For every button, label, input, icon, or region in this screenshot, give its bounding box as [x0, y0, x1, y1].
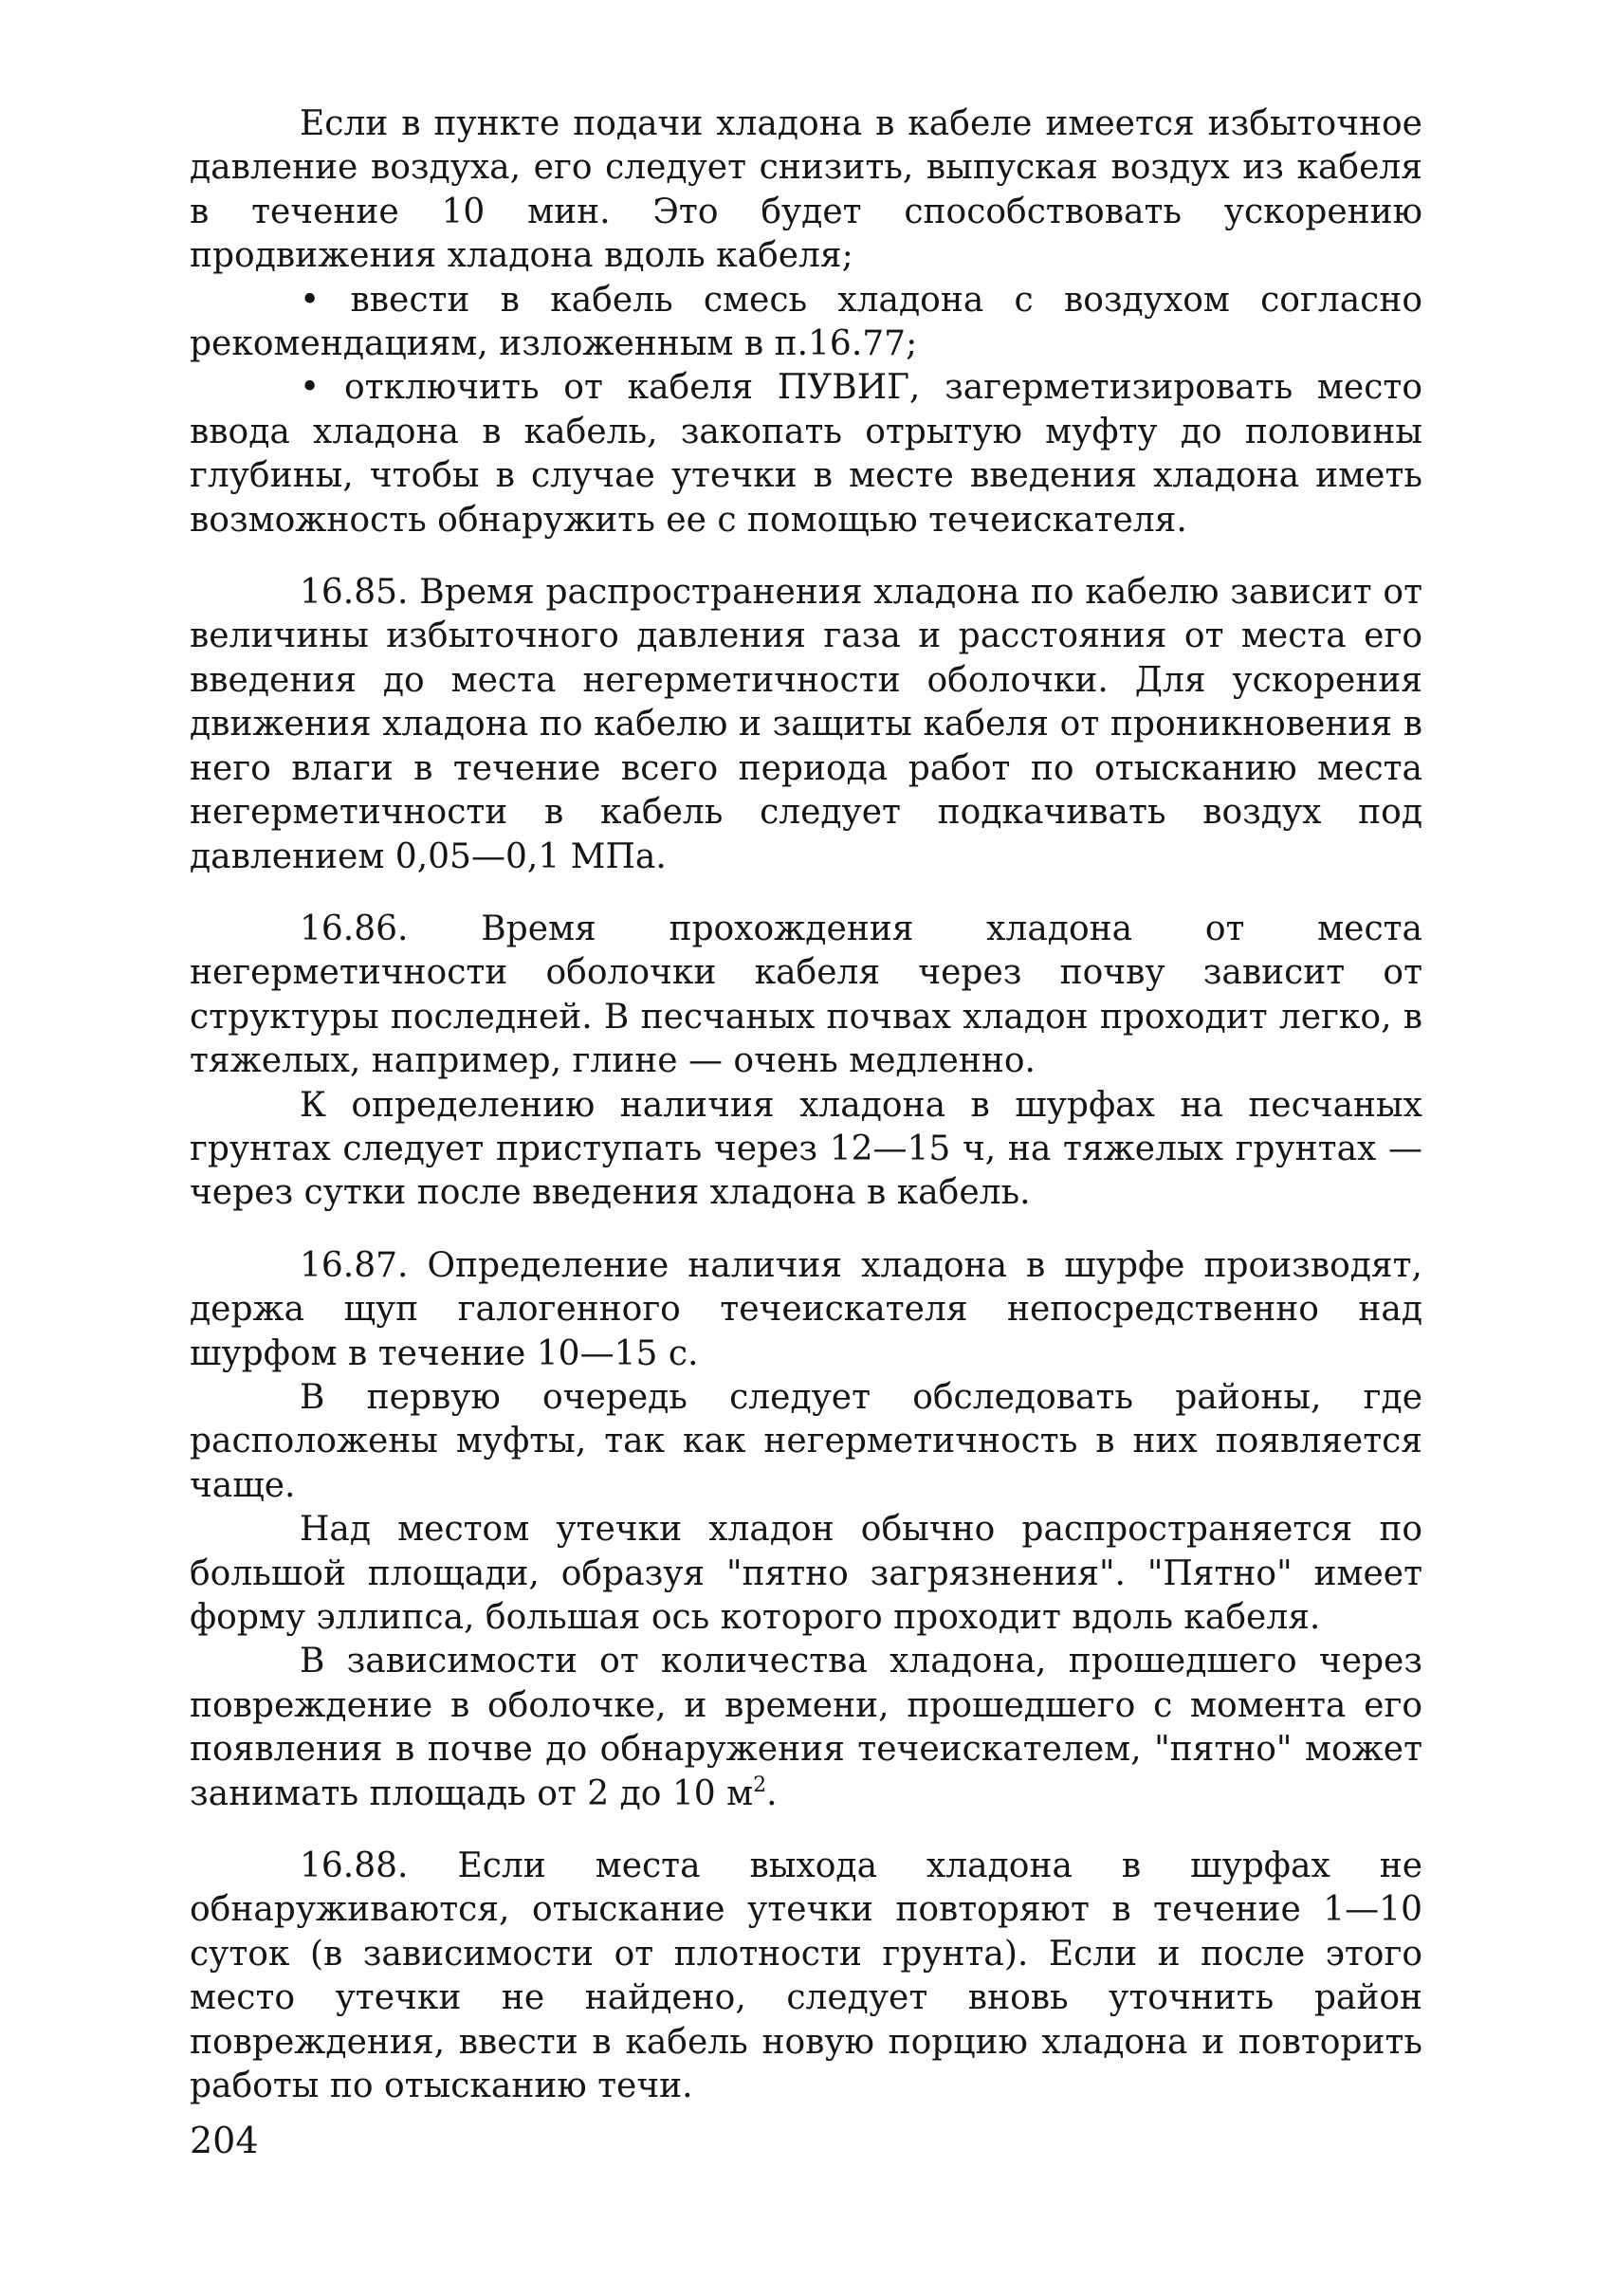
- paragraph-spot-area: [190, 1640, 1422, 1816]
- superscript-squared: 2: [753, 1773, 767, 1797]
- page-number: 204: [190, 2120, 259, 2161]
- bullet-item-introduce-mixture: • ввести в кабель смесь хладона с воздухом согласно рекомендациям, изложенным в п.16.77;: [190, 280, 1422, 364]
- bullet-item-disconnect-puvig: • отключить от кабеля ПУВИГ, загерметизировать место ввода хладона в кабель, закопать отрытую муфту до половины глубины, чтобы в случае утечки в месте введения хладона иметь возможность обнаружить ее с помощью течеискателя.: [190, 368, 1422, 540]
- page-text: [190, 102, 1422, 2108]
- paragraph-contamination-spot: Над местом утечки хладон обычно распространяется по большой площади, образуя "пятно загрязнения". "Пятно" имеет форму эллипса, большая ось которого проходит вдоль кабеля.: [190, 1510, 1422, 1637]
- spot-area-text: В зависимости от количества хладона, прошедшего через повреждение в оболочке, и времени, прошедшего с момента его появления в почве до обнаружения течеискателем, "пятно" может занимать площадь от 2 до 10 м: [190, 1642, 1422, 1813]
- paragraph-survey-areas: В первую очередь следует обследовать районы, где расположены муфты, так как негерметичность в них появляется чаще.: [190, 1377, 1422, 1505]
- paragraph-16-87: 16.87. Определение наличия хладона в шурфе производят, держа щуп галогенного течеискателя непосредственно над шурфом в течение 10—15 с.: [190, 1245, 1422, 1373]
- paragraph-soil-timing: К определению наличия хладона в шурфах на песчаных грунтах следует приступать через 12—15 ч, на тяжелых грунтах — через сутки после введения хладона в кабель.: [190, 1085, 1422, 1213]
- paragraph-16-85: 16.85. Время распространения хладона по кабелю зависит от величины избыточного давления газа и расстояния от места его введения до места негерметичности оболочки. Для ускорения движения хладона по кабелю и защиты кабеля от проникновения в него влаги в течение всего периода работ по отысканию места негерметичности в кабель следует подкачивать воздух под давлением 0,05—0,1 МПа.: [190, 573, 1422, 876]
- sentence-period: .: [766, 1773, 778, 1813]
- paragraph-16-88: 16.88. Если места выхода хладона в шурфах не обнаруживаются, отыскание утечки повторяют в течение 1—10 суток (в зависимости от плотности грунта). Если и после этого место утечки не найдено, следует вновь уточнить район повреждения, ввести в кабель новую порцию хладона и повторить работы по отысканию течи.: [190, 1846, 1422, 2106]
- paragraph-16-86: 16.86. Время прохождения хладона от места негерметичности оболочки кабеля через почву зависит от структуры последней. В песчаных почвах хладон проходит легко, в тяжелых, например, глине — очень медленно.: [190, 909, 1422, 1081]
- paragraph-continuation: Если в пункте подачи хладона в кабеле имеется избыточное давление воздуха, его следует снизить, выпуская воздух из кабеля в течение 10 мин. Это будет способствовать ускорению продвижения хладона вдоль кабеля;: [190, 104, 1422, 276]
